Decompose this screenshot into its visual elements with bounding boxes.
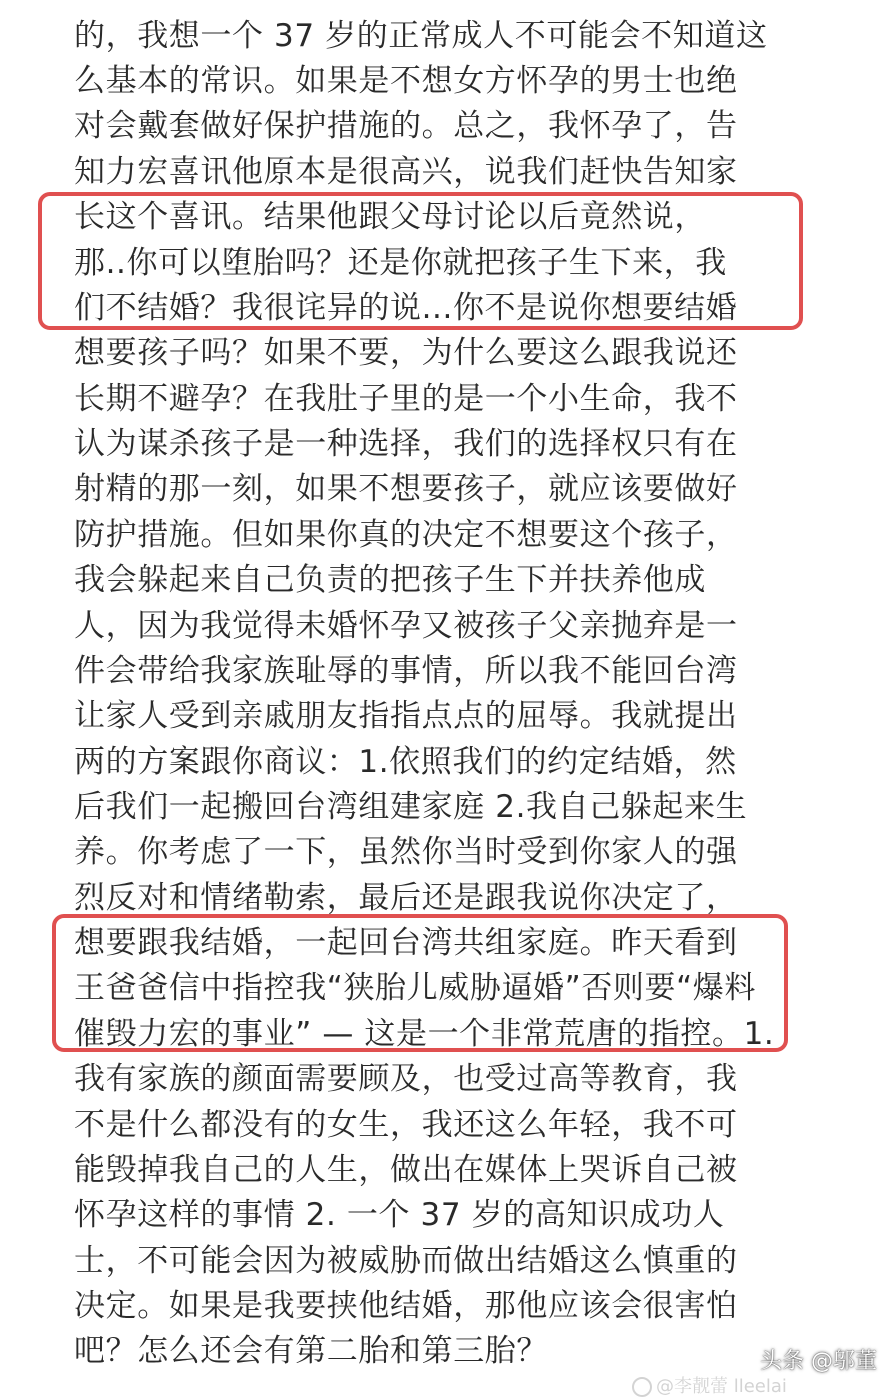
text-line: 想要跟我结婚，一起回台湾共组家庭。昨天看到: [74, 925, 738, 961]
text-line: 烈反对和情绪勒索，最后还是跟我说你决定了，: [74, 880, 738, 916]
text-line: 们不结婚？我很诧异的说...你不是说你想要结婚: [74, 290, 738, 326]
text-line: 件会带给我家族耻辱的事情，所以我不能回台湾: [74, 653, 738, 689]
text-line: 的，我想一个 37 岁的正常成人不可能会不知道这: [74, 18, 768, 54]
text-line: 怀孕这样的事情 2. 一个 37 岁的高知识成功人: [74, 1197, 725, 1233]
text-line: 催毁力宏的事业” — 这是一个非常荒唐的指控。1.: [74, 1016, 775, 1052]
text-line: 能毁掉我自己的人生，做出在媒体上哭诉自己被: [74, 1152, 738, 1188]
text-line: 两的方案跟你商议：1.依照我们的约定结婚，然: [74, 744, 737, 780]
text-line: 让家人受到亲戚朋友指指点点的屈辱。我就提出: [74, 698, 738, 734]
text-line: 长期不避孕？在我肚子里的是一个小生命，我不: [74, 381, 738, 417]
weibo-watermark: [632, 1372, 787, 1398]
text-line: 人，因为我觉得未婚怀孕又被孩子父亲抛弃是一: [74, 608, 738, 644]
text-line: 射精的那一刻，如果不想要孩子，就应该要做好: [74, 471, 738, 507]
weibo-watermark-text: @李靓蕾 lleelai: [656, 1376, 787, 1397]
text-line: 王爸爸信中指控我“狭胎儿威胁逼婚”否则要“爆料: [74, 970, 756, 1006]
text-line: 认为谋杀孩子是一种选择，我们的选择权只有在: [74, 426, 738, 462]
highlight-box-parents-discussion: [38, 192, 803, 330]
text-line: 士，不可能会因为被威胁而做出结婚这么慎重的: [74, 1243, 738, 1279]
text-line: 防护措施。但如果你真的决定不想要这个孩子，: [74, 517, 738, 553]
text-line: 想要孩子吗？如果不要，为什么要这么跟我说还: [74, 335, 738, 371]
highlight-box-accusation: [52, 914, 788, 1052]
text-line: 长这个喜讯。结果他跟父母讨论以后竟然说，: [74, 199, 706, 235]
text-line: 不是什么都没有的女生，我还这么年轻，我不可: [74, 1107, 738, 1143]
text-line: 对会戴套做好保护措施的。总之，我怀孕了，告: [74, 108, 738, 144]
text-line: 那..你可以堕胎吗？还是你就把孩子生下来，我: [74, 245, 727, 281]
text-line: 我有家族的颜面需要顾及，也受过高等教育，我: [74, 1061, 738, 1097]
text-line: 么基本的常识。如果是不想女方怀孕的男士也绝: [74, 63, 738, 99]
text-line: 吧？怎么还会有第二胎和第三胎？: [74, 1333, 548, 1369]
source-watermark: 头条 @邬董: [760, 1349, 877, 1374]
text-line: 养。你考虑了一下，虽然你当时受到你家人的强: [74, 834, 738, 870]
text-line: 后我们一起搬回台湾组建家庭 2.我自己躲起来生: [74, 789, 748, 825]
weibo-icon: [632, 1377, 652, 1397]
text-line: 我会躲起来自己负责的把孩子生下并扶养他成: [74, 562, 706, 598]
text-line: 知力宏喜讯他原本是很高兴，说我们赶快告知家: [74, 154, 738, 190]
text-line: 决定。如果是我要挟他结婚，那他应该会很害怕: [74, 1288, 738, 1324]
